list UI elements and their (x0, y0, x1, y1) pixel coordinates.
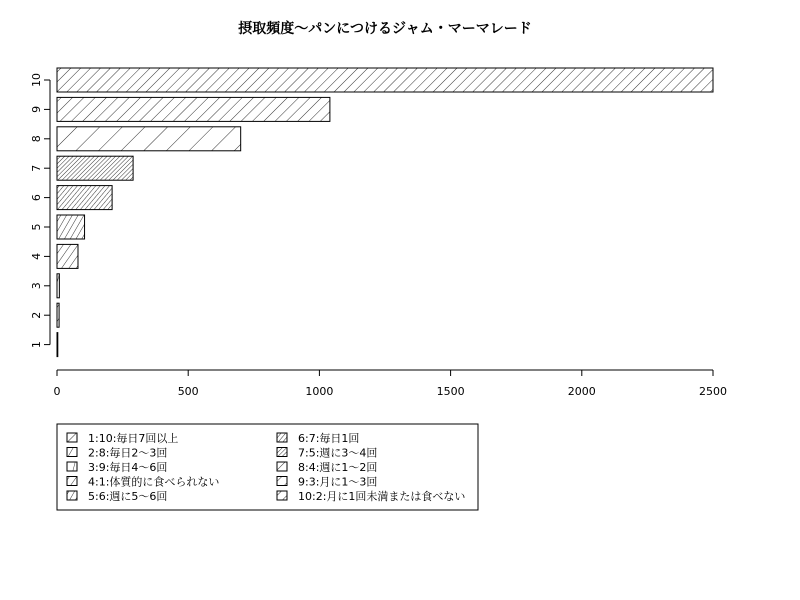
bar-1 (57, 333, 58, 357)
y-tick-label: 6 (30, 194, 43, 202)
bar-4 (57, 244, 78, 268)
legend-label: 8:4:週に1〜2回 (298, 461, 378, 474)
x-tick-label: 500 (177, 385, 199, 398)
legend-label: 5:6:週に5〜6回 (88, 490, 168, 503)
legend-swatch (277, 448, 287, 457)
y-tick-label: 10 (30, 73, 43, 87)
y-tick-label: 7 (30, 164, 43, 172)
y-tick-label: 1 (30, 341, 43, 349)
bars (57, 68, 713, 357)
legend-swatch (277, 462, 287, 471)
legend-label: 4:1:体質的に食べられない (88, 475, 220, 489)
chart-title: 摂取頻度〜パンにつけるジャム・マーマレード (238, 21, 532, 37)
x-tick-label: 0 (53, 385, 61, 398)
x-tick-label: 2500 (699, 385, 727, 398)
legend-label: 1:10:毎日7回以上 (88, 432, 179, 445)
legend-swatch (67, 462, 77, 471)
bar-6 (57, 186, 112, 210)
legend-swatch (277, 491, 287, 500)
y-tick-label: 4 (30, 252, 43, 260)
x-tick-label: 1000 (305, 385, 334, 398)
legend-swatch (277, 477, 287, 486)
bar-2 (57, 303, 59, 327)
legend-label: 3:9:毎日4〜6回 (88, 461, 168, 474)
x-axis (54, 370, 728, 398)
y-tick-label: 8 (30, 135, 43, 143)
x-tick-label: 1500 (436, 385, 465, 398)
y-axis (30, 73, 50, 348)
legend-swatch (67, 477, 77, 486)
bar-7 (57, 156, 133, 180)
bar-5 (57, 215, 85, 239)
bar-10 (57, 68, 713, 92)
legend-label: 2:8:毎日2〜3回 (88, 446, 168, 460)
legend-label: 9:3:月に1〜3回 (298, 475, 378, 489)
legend-swatch (67, 448, 77, 457)
legend-swatch (67, 491, 77, 500)
y-tick-label: 9 (30, 105, 43, 113)
x-tick-label: 2000 (567, 385, 596, 398)
legend-swatch (277, 433, 287, 442)
y-tick-label: 3 (30, 282, 43, 290)
y-tick-label: 5 (30, 223, 43, 231)
bar-3 (57, 274, 59, 298)
legend (57, 424, 478, 510)
legend-label: 6:7:毎日1回 (298, 432, 360, 445)
legend-label: 7:5:週に3〜4回 (298, 446, 378, 460)
y-tick-label: 2 (30, 311, 43, 319)
legend-swatch (67, 433, 77, 442)
bar-8 (57, 127, 241, 151)
legend-label: 10:2:月に1回未満または食べない (298, 490, 466, 503)
bar-9 (57, 97, 330, 121)
